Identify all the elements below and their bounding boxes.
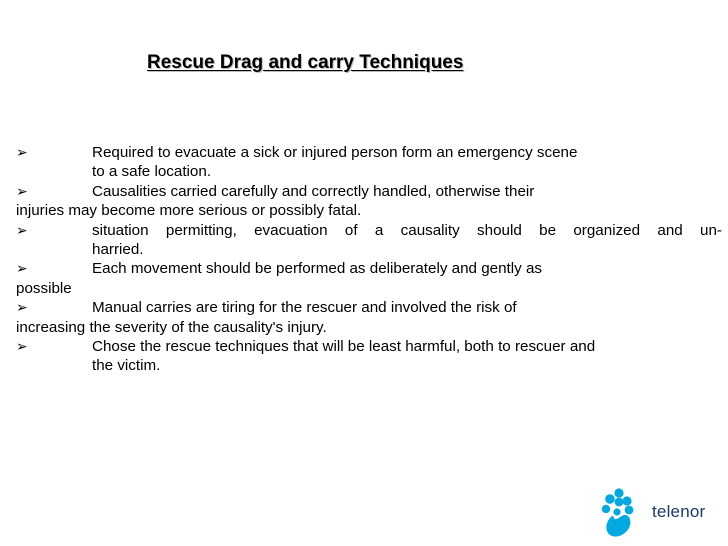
bullet-text: Causalities carried carefully and correctly handled, otherwise their: [92, 182, 535, 200]
arrow-bullet-icon: ➢: [16, 221, 28, 238]
arrow-bullet-icon: ➢: [16, 144, 28, 160]
bullet-text-continued: the victim.: [92, 357, 161, 375]
bullet-text-continued: increasing the severity of the causality's injury.: [16, 318, 327, 336]
list-item: [16, 182, 722, 201]
list-item-continuation: [16, 201, 722, 220]
bullet-text: Required to evacuate a sick or injured person form an emergency scene: [92, 144, 578, 161]
list-item-continuation: [16, 240, 722, 259]
bullet-text: Manual carries are tiring for the rescuer and involved the risk of: [92, 299, 517, 317]
list-item: [16, 298, 722, 317]
bullet-text: situation permitting, evacuation of a causality should be organized and un-: [92, 221, 722, 239]
telenor-logo: [596, 488, 708, 540]
bullet-text-continued: harried.: [92, 240, 144, 258]
list-item-continuation: [16, 162, 722, 181]
list-item: [16, 221, 722, 240]
arrow-bullet-icon: ➢: [16, 299, 28, 316]
bullet-text-continued: to a safe location.: [92, 163, 212, 181]
logo-wordmark: telenor: [652, 502, 706, 521]
arrow-bullet-icon: ➢: [16, 182, 28, 199]
list-item-continuation: [16, 279, 722, 298]
bullet-text-continued: injuries may become more serious or possibly fatal.: [16, 202, 362, 220]
list-item: [16, 143, 722, 162]
telenor-propeller-icon: [596, 488, 652, 540]
bullet-text-continued: possible: [16, 279, 72, 297]
list-item-continuation: [16, 318, 722, 337]
bullet-list: [16, 143, 722, 376]
list-item: [16, 337, 722, 356]
list-item-continuation: [16, 356, 722, 375]
bullet-text: Each movement should be performed as deliberately and gently as: [92, 260, 542, 278]
list-item: [16, 259, 722, 278]
arrow-bullet-icon: ➢: [16, 260, 28, 277]
bullet-text: Chose the rescue techniques that will be least harmful, both to rescuer and: [92, 337, 596, 355]
slide-title: Rescue Drag and carry Techniques: [147, 52, 464, 73]
arrow-bullet-icon: ➢: [16, 337, 28, 354]
